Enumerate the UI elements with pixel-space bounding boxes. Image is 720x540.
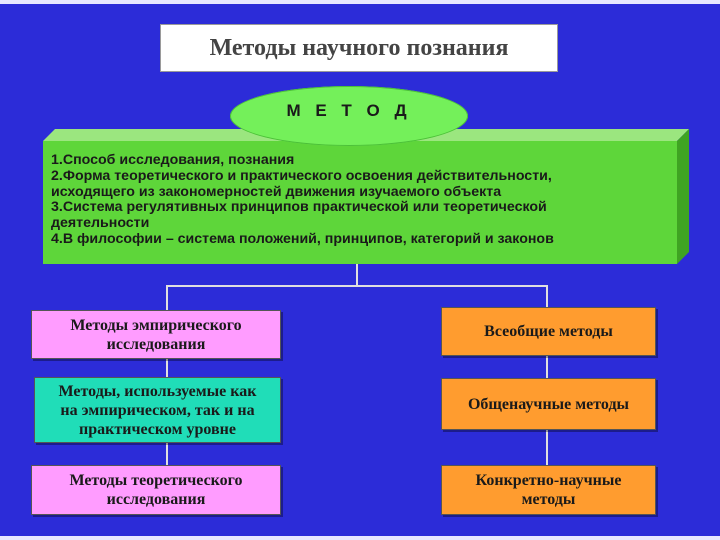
page-title: Методы научного познания (209, 34, 509, 61)
universal-methods-line-1: Всеобщие методы (484, 323, 613, 340)
connector-horizontal (166, 285, 548, 287)
definition-line-5: деятельности (51, 215, 150, 232)
theoretical-methods-line-1: Методы теоретического (69, 472, 243, 489)
mixed-level-methods-line-2: на эмпирическом, так и на (60, 401, 255, 419)
definition-line-4: 3.Система регулятивных принципов практической или теоретической (51, 199, 547, 216)
method-label: М Е Т О Д (286, 101, 412, 120)
universal-methods-box (441, 307, 656, 356)
empirical-methods-line-1: Методы эмпирического (70, 316, 242, 334)
empirical-methods-box (31, 310, 281, 359)
connector-left-drop (166, 285, 168, 311)
theoretical-methods-line-2: исследования (106, 491, 206, 508)
definition-box (43, 141, 677, 264)
connector-trunk (356, 262, 358, 286)
mixed-level-methods-box (34, 377, 281, 443)
general-scientific-methods-line-1: Общенаучные методы (467, 395, 630, 413)
definition-line-1: 1.Способ исследования, познания (51, 152, 295, 168)
definition-line-2: 2.Форма теоретического и практического освоения действительности, (51, 167, 552, 184)
specific-scientific-methods-line-2: методы (521, 491, 576, 508)
method-ellipse (230, 86, 468, 146)
specific-scientific-methods-line-1: Конкретно-научные (475, 472, 622, 489)
definition-line-3: исходящего из закономерностей движения изучаемого объекта (51, 183, 502, 200)
general-scientific-methods-box (441, 378, 656, 430)
empirical-methods-line-2: исследования (106, 335, 206, 353)
specific-scientific-methods-box (441, 465, 656, 515)
connector-right-drop (546, 285, 548, 308)
definition-box-front (43, 141, 677, 264)
theoretical-methods-box (31, 465, 281, 515)
title-box (160, 24, 558, 72)
definition-box-side-face (677, 129, 689, 264)
mixed-level-methods-line-3: практическом уровне (79, 420, 236, 438)
mixed-level-methods-line-1: Методы, используемые как (58, 382, 257, 400)
definition-line-6: 4.В философии – система положений, принципов, категорий и законов (51, 230, 554, 247)
